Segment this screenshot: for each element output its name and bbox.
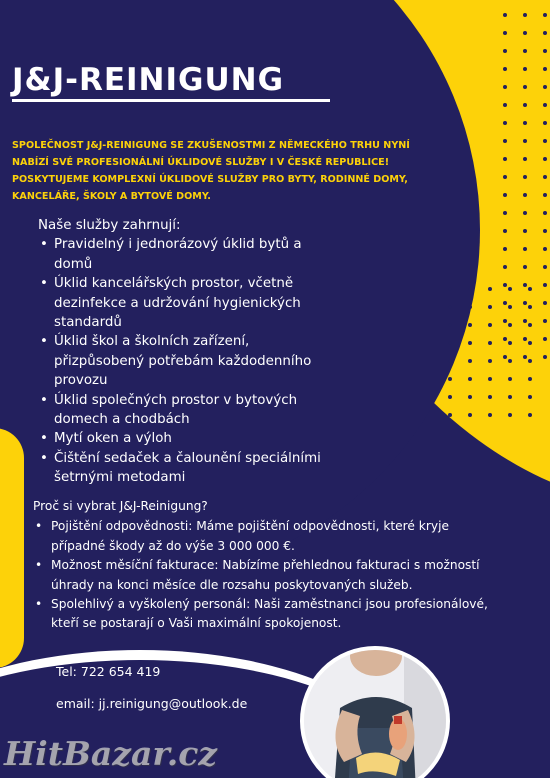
decorative-dot [523, 175, 527, 179]
decorative-dot [508, 341, 512, 345]
decorative-dot [508, 287, 512, 291]
hitbazar-watermark: HitBazar.cz [4, 734, 218, 773]
decorative-dot [448, 287, 452, 291]
decorative-dot [528, 341, 532, 345]
decorative-dot [488, 323, 492, 327]
services-list [38, 235, 338, 487]
decorative-dot [488, 359, 492, 363]
decorative-dot [543, 157, 547, 161]
service-item: • Mytí oken a výloh [38, 429, 338, 448]
decorative-dot [523, 31, 527, 35]
decorative-dot [503, 139, 507, 143]
decorative-dot [543, 301, 547, 305]
decorative-dot [468, 413, 472, 417]
decorative-dot [528, 305, 532, 309]
decorative-dot [468, 395, 472, 399]
decorative-dot [543, 247, 547, 251]
decorative-dot [503, 211, 507, 215]
cleaner-illustration [304, 650, 446, 778]
decorative-dot [543, 175, 547, 179]
decorative-dot [543, 67, 547, 71]
decorative-dot [523, 193, 527, 197]
service-item: • Pravidelný i jednorázový úklid bytů a domů [38, 235, 338, 274]
service-item: • Úklid společných prostor v bytových domech a chodbách [38, 391, 338, 430]
decorative-dot [543, 319, 547, 323]
decorative-dot [503, 175, 507, 179]
company-title: J&J-REINIGUNG [12, 62, 285, 98]
decorative-dot [448, 359, 452, 363]
decorative-dot [468, 305, 472, 309]
decorative-dot [488, 305, 492, 309]
decorative-dot [508, 377, 512, 381]
decorative-dot [523, 157, 527, 161]
decorative-dot [503, 157, 507, 161]
decorative-dot [468, 377, 472, 381]
services-heading: Naše služby zahrnují: [38, 218, 181, 233]
decorative-dot [528, 413, 532, 417]
decorative-dot [523, 103, 527, 107]
decorative-dot [523, 13, 527, 17]
decorative-dot [543, 121, 547, 125]
decorative-dot [488, 341, 492, 345]
decorative-dot [543, 229, 547, 233]
decorative-dot [488, 287, 492, 291]
service-item: • Úklid kancelářských prostor, včetně dezinfekce a udržování hygienických standardů [38, 274, 338, 332]
decorative-dot [543, 85, 547, 89]
decorative-dot [508, 395, 512, 399]
decorative-dot [503, 229, 507, 233]
email-address: email: jj.reinigung@outlook.de [56, 696, 248, 711]
decorative-dot [523, 247, 527, 251]
decorative-dot [503, 67, 507, 71]
decorative-dot [543, 31, 547, 35]
decorative-dot [523, 229, 527, 233]
decorative-dot [543, 139, 547, 143]
phone-number: Tel: 722 654 419 [56, 664, 161, 679]
decorative-dot [508, 413, 512, 417]
reason-item: • Spolehlivý a vyškolený personál: Naši zaměstnanci jsou profesionálové, kteří se postarají o Vaši maximální spokojenost. [33, 595, 503, 634]
decorative-dot [543, 337, 547, 341]
decorative-dot [503, 13, 507, 17]
decorative-dot [468, 359, 472, 363]
decorative-dot [448, 323, 452, 327]
reason-item: • Možnost měsíční fakturace: Nabízíme přehlednou fakturaci s možností úhrady na konci měsíce dle rozsahu poskytovaných služeb. [33, 556, 503, 595]
decorative-dot [523, 211, 527, 215]
decorative-dot [508, 359, 512, 363]
decorative-dot [503, 103, 507, 107]
decorative-dot [488, 377, 492, 381]
decorative-dot [468, 341, 472, 345]
decorative-dot [528, 323, 532, 327]
decorative-dot [543, 355, 547, 359]
decorative-dot [468, 323, 472, 327]
decorative-dot [543, 283, 547, 287]
decorative-dot [503, 247, 507, 251]
decorative-dot [543, 193, 547, 197]
cleaner-photo [300, 646, 450, 778]
decorative-dot [528, 359, 532, 363]
decorative-dot [543, 103, 547, 107]
intro-text: SPOLEČNOST J&J-REINIGUNG SE ZKUŠENOSTMI Z NĚMECKÉHO TRHU NYNÍ NABÍZÍ SVÉ PROFESIONÁLNÍ ÚKLIDOVÉ SLUŽBY I V ČESKÉ REPUBLICE! POSKYTUJEME KOMPLEXNÍ ÚKLIDOVÉ SLUŽBY PRO BYTY, RODINNÉ DOMY, KANCELÁŘE, ŠKOLY A BYTOVÉ DOMY. [12, 140, 410, 202]
title-underline [12, 99, 330, 102]
service-item: • Čištění sedaček a čalounění speciálními šetrnými metodami [38, 449, 338, 488]
services-section [38, 216, 338, 488]
decorative-dot [503, 265, 507, 269]
yellow-side-bar [0, 428, 24, 668]
decorative-dot [543, 49, 547, 53]
decorative-dot [503, 49, 507, 53]
decorative-dot [448, 395, 452, 399]
decorative-dot [543, 211, 547, 215]
decorative-dot [448, 305, 452, 309]
decorative-dot [528, 377, 532, 381]
decorative-dot [468, 287, 472, 291]
decorative-dot [448, 377, 452, 381]
decorative-dot [523, 121, 527, 125]
decorative-dot [508, 323, 512, 327]
reasons-heading: Proč si vybrat J&J-Reinigung? [33, 499, 208, 513]
decorative-dot [448, 413, 452, 417]
decorative-dot [503, 31, 507, 35]
decorative-dot [543, 265, 547, 269]
service-item: • Úklid škol a školních zařízení, přizpůsobený potřebám každodenního provozu [38, 332, 338, 390]
decorative-dot [528, 287, 532, 291]
reason-item: • Pojištění odpovědnosti: Máme pojištění odpovědnosti, které kryje případné škody až do výše 3 000 000 €. [33, 517, 503, 556]
decorative-dot [508, 305, 512, 309]
decorative-dot [523, 85, 527, 89]
decorative-dot [503, 121, 507, 125]
decorative-dot [523, 265, 527, 269]
decorative-dot [543, 13, 547, 17]
decorative-dot [523, 67, 527, 71]
decorative-dot [503, 193, 507, 197]
decorative-dot [503, 85, 507, 89]
decorative-dot [488, 395, 492, 399]
decorative-dot [523, 49, 527, 53]
decorative-dot [528, 395, 532, 399]
decorative-dot [523, 139, 527, 143]
decorative-dot [488, 413, 492, 417]
reasons-section [33, 497, 503, 634]
decorative-dot [448, 341, 452, 345]
reasons-list [33, 517, 503, 633]
dot-pattern-middle [440, 280, 540, 424]
